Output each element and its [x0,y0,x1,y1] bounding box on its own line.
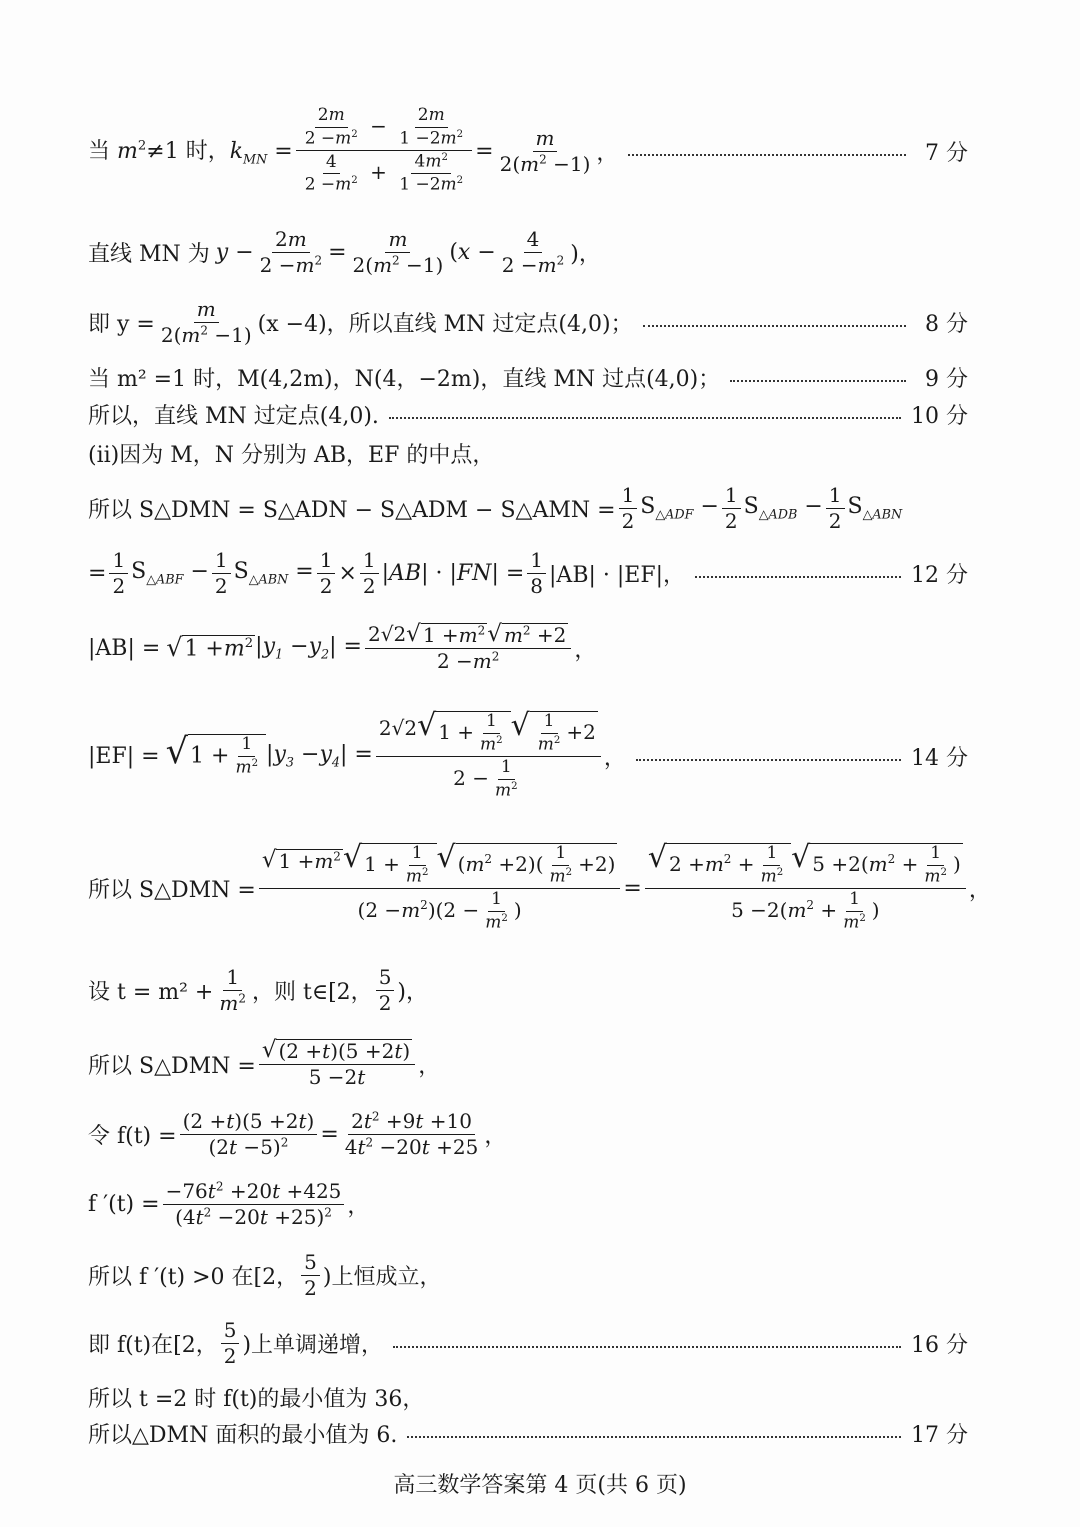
score-12: 12 分 [911,562,968,588]
line-part-ii [88,436,968,470]
kmn-complex-fraction: $\frac{2m}{2 -m^2}$ − $\frac{2m}{1 -2m^2}$ $\frac{4}{2 -m^2}$ + $\frac{4m^2}{1 -2m^2}$ [296,106,472,195]
line-area-expression: 所以 S△DMN = √ $1 +m^2$ √ 1 + $\frac{1}{m^2}$ √ $(m^2 +2)$( $\frac{1}{m^2}$ +2) $(2 -m^2)(2$ − $\frac{1}{m^2}$ ) = √ $2 +m^2$ + $\frac{1}{m^2}$ √ $5 +2(m^2$ + $\frac{1}{m^2}$ ) $5 -2(m^2$ + $\frac{1}{m^2}$ ) ， [88,840,991,933]
leader-dots [628,154,906,156]
line14-text: 令 f(t) = [88,1123,177,1149]
line-define-f: 令 f(t) = $\frac{(2 +t)(5 +2t)}{(2t -5)^2}$ = $\frac{2t^2 +9t +10}{4t^2 -20t +25}$ ， [88,1108,507,1159]
score-17: 17 分 [911,1422,968,1448]
leader-dots [407,1436,901,1438]
line4-text: 当 m² =1 时，M(4,2m)，N(4，−2m)，直线 MN 过点(4,0)； [88,366,721,392]
kmn-prefix: 当 $m^2\ne 1$ 时，$k_{MN}$ = [88,138,293,168]
line-final-answer [88,1416,968,1450]
score-14: 14 分 [911,745,968,771]
line-conclusion-i [88,397,968,431]
line19-text: 所以△DMN 面积的最小值为 6. [88,1422,398,1448]
line17-tail: )上单调递增， [242,1332,384,1358]
line3-tail: (x −4)，所以直线 MN 过定点(4,0)； [257,311,633,337]
score-16: 16 分 [911,1332,968,1358]
line16-tail: )上恒成立， [322,1264,442,1290]
line-m2-eq-1 [88,360,968,394]
line9-text: |AB| = [88,635,161,661]
line3-text: 即 y = [88,311,155,337]
line-mn-equation: 直线 MN 为 y − $\frac{2m}{2 -m^2}$ = $\frac{m}{2(m^2 -1)}$ (x − $\frac{4}{2 -m^2}$ )， [88,226,601,277]
page-footer: 高三数学答案第 4 页(共 6 页) [393,1473,687,1498]
line-increasing: 即 f(t)在[2， $\frac{5}{2}$ )上单调递增， 16 分 [88,1317,968,1368]
score-8: 8 分 [925,311,968,337]
line6-text: (ⅱ)因为 M，N 分别为 AB，EF 的中点， [88,442,495,468]
line-substitution: 设 t = m² + $\frac{1}{m^2}$ ，则 t∈[2， $\frac{5}{2}$ )， [88,964,429,1015]
line10-text: |EF| = [88,743,160,769]
leader-dots [695,576,901,578]
line12-text: 设 t = m² + [88,979,214,1005]
line7-text: 所以 S△DMN = S△ADN − S△ADM − S△AMN = [88,497,616,523]
line-ef-length: |EF| = √ 1 + $\frac{1}{m^2}$ $|y_3 -y_4|$ = 2√2 √ 1 + $\frac{1}{m^2}$ √ $\frac{1}{m^2}$ +2 2 − $\frac{1}{m^2}$ ， 14 分 [88,708,968,801]
line11-text: 所以 S△DMN = [88,877,256,903]
score-9: 9 分 [925,366,968,392]
line15-text: f ′(t) = [88,1191,160,1217]
leader-dots [643,325,906,327]
line17-text: 即 f(t)在[2， [88,1332,218,1358]
line-area-split: 所以 S△DMN = S△ADN − S△ADM − S△AMN = $\frac{1}{2}$ $S_{\triangle ADF}$ − $\frac{1}{2}$ $S_{\triangle ADB}$ − $\frac{1}{2}$ $S_{\triangle ABN}$ [88,482,903,533]
line12-tail: ，则 t∈[2， [251,979,373,1005]
leader-dots [393,1346,901,1348]
score-10: 10 分 [911,403,968,429]
line-fixed-point: 即 y = $\frac{m}{2(m^2 -1)}$ (x −4)，所以直线 MN 过定点(4,0)； 8 分 [88,296,968,347]
line8-tail: |AB| · |EF|， [549,562,686,588]
line5-text: 所以，直线 MN 过定点(4,0). [88,403,379,429]
line-derivative: f ′(t) = $\frac{-76t^2 +20t +425}{(4t^2 -20t +25)^2}$ ， [88,1178,370,1229]
line-kmn: 当 $m^2\ne 1$ 时，$k_{MN}$ = $\frac{2m}{2 -m^2}$ − $\frac{2m}{1 -2m^2}$ $\frac{4}{2 -m^2}$ + $\frac{4m^2}{1 -2m^2}$ = $\frac{m}{2(m^2 -1)}$ ， 7 分 [88,105,968,196]
leader-dots [636,759,901,761]
line-ab-length: |AB| = √ $1 +m^2$ $|y_1 -y_2|$ = 2√2 √ $1 +m^2$ √ $m^2 +2$ $2 -m^2$ ， [88,621,597,673]
line-minimum-f [88,1380,968,1414]
line18-text: 所以 t =2 时 f(t)的最小值为 36， [88,1386,425,1412]
score-7: 7 分 [925,140,968,166]
line-area-result: = $\frac{1}{2}$ $S_{\triangle ABF}$ − $\frac{1}{2}$ $S_{\triangle ABN}$ = $\frac{1}{2}$ × $\frac{1}{2}$ |AB| · |FN| = $\frac{1}{8}$ |AB| · |EF|， 12 分 [88,547,968,598]
leader-dots [730,380,906,382]
line12-end: )， [397,979,429,1005]
mn-prefix: 直线 MN 为 [88,241,210,267]
line13-text: 所以 S△DMN = [88,1053,256,1079]
line-derivative-positive: 所以 f ′(t) >0 在[2， $\frac{5}{2}$ )上恒成立， [88,1249,442,1300]
leader-dots [389,417,901,419]
line-area-in-t: 所以 S△DMN = √ (2 +t)(5 +2t) 5 −2t ， [88,1037,441,1089]
line16-text: 所以 f ′(t) >0 在[2， [88,1264,299,1290]
